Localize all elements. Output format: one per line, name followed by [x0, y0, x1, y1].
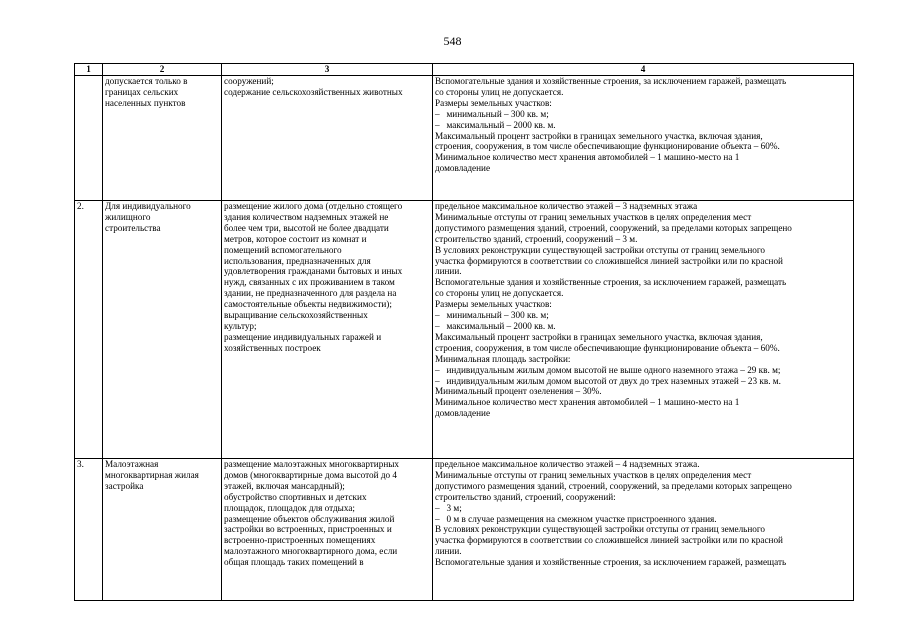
use-description-cell	[222, 76, 433, 201]
parameters-line: строения, сооружения, в том числе обеспечивающие функционирование объекта – 60%.	[435, 141, 780, 152]
parameters-line: Размеры земельных участков:	[435, 299, 552, 310]
parameters-line: строительство зданий, строений, сооружений – 3 м.	[435, 233, 638, 244]
parameters-line: линии.	[435, 546, 462, 557]
table-row	[75, 201, 854, 459]
parameters-line: В условиях реконструкции существующей застройки отступы от границ земельного	[435, 524, 766, 535]
parameters-line: Вспомогательные здания и хозяйственные строения, за исключением гаражей, размещать	[435, 277, 787, 288]
parameters-line: – 0 м в случае размещения на смежном участке пристроенного здания.	[435, 513, 717, 524]
parameters-line: Размеры земельных участков:	[435, 97, 552, 108]
parameters-line: предельное максимальное количество этажей – 4 надземных этажа.	[435, 459, 700, 469]
land-use-type-line: границах сельских	[105, 86, 179, 97]
parameters-line: строения, сооружения, в том числе обеспечивающие функционирование объекта – 60%.	[435, 342, 780, 353]
use-description-line: малоэтажного многоквартирного дома, если	[224, 546, 398, 557]
use-description-line: площадок, площадок для отдыха;	[224, 502, 355, 513]
land-use-type-line: населенных пунктов	[105, 97, 186, 108]
use-description-line: встроенно-пристроенных помещениях	[224, 535, 376, 546]
parameters-line: – индивидуальным жилым домом высотой от двух до трех наземных этажей – 23 кв. м.	[435, 375, 781, 386]
parameters-line: – максимальный – 2000 кв. м.	[435, 119, 556, 130]
use-description-line: культур;	[224, 320, 257, 331]
row-number-line: 3.	[77, 459, 84, 469]
land-use-type-line: допускается только в	[105, 76, 188, 86]
parameters-line: строительство зданий, строений, сооружений:	[435, 491, 616, 502]
parameters-line: Минимальный процент озеленения – 30%.	[435, 386, 602, 397]
parameters-line: домовладение	[435, 408, 491, 419]
use-description-line: удовлетворения гражданами бытовых и иных	[224, 266, 403, 277]
parameters-line: допустимого размещения зданий, строений, сооружений, за пределами которых запрещено	[435, 480, 792, 491]
page-number: 548	[443, 34, 462, 48]
parameters-line: со стороны улиц не допускается.	[435, 288, 564, 299]
use-description-line: общая площадь таких помещений в	[224, 557, 364, 568]
column-header-4: 4	[433, 64, 854, 76]
parameters-line: Минимальная площадь застройки:	[435, 353, 571, 364]
land-use-type-line: многоквартирная жилая	[105, 469, 199, 480]
land-use-type-cell	[103, 459, 222, 601]
parameters-line: Минимальные отступы от границ земельных участков в целях определения мест	[435, 211, 752, 222]
regulations-table	[74, 63, 854, 601]
table-row	[75, 76, 854, 201]
use-description-line: помещений вспомогательного	[224, 244, 342, 255]
use-description-line: размещение жилого дома (отдельно стоящего	[224, 201, 403, 211]
row-number-cell	[75, 76, 103, 201]
parameters-line: предельное максимальное количество этажей – 3 надземных этажа	[435, 201, 698, 211]
parameters-line: – минимальный – 300 кв. м;	[435, 108, 549, 119]
parameters-line: допустимого размещения зданий, строений, сооружений, за пределами которых запрещено	[435, 222, 792, 233]
parameters-cell	[433, 459, 854, 601]
use-description-line: здании, не предназначенного для раздела на	[224, 288, 397, 299]
parameters-line: участка формируются в соответствии со сложившейся линией застройки или по красной	[435, 535, 783, 546]
use-description-line: выращивание сельскохозяйственных	[224, 310, 368, 321]
parameters-line: со стороны улиц не допускается.	[435, 86, 564, 97]
column-header-1: 1	[75, 64, 103, 76]
use-description-line: сооружений;	[224, 76, 274, 86]
parameters-line: Максимальный процент застройки в границах земельного участка, включая здания,	[435, 331, 763, 342]
use-description-line: застройки во встроенных, пристроенных и	[224, 524, 392, 535]
use-description-line: размещение малоэтажных многоквартирных	[224, 459, 399, 469]
parameters-line: Максимальный процент застройки в границах земельного участка, включая здания,	[435, 130, 763, 141]
column-header-3: 3	[222, 64, 433, 76]
parameters-line: Минимальные отступы от границ земельных участков в целях определения мест	[435, 469, 752, 480]
use-description-line: домов (многоквартирные дома высотой до 4	[224, 469, 398, 480]
column-header-2: 2	[103, 64, 222, 76]
use-description-line: размещение объектов обслуживания жилой	[224, 513, 395, 524]
use-description-line: хозяйственных построек	[224, 342, 321, 353]
use-description-line: более чем три, высотой не более двадцати	[224, 222, 389, 233]
row-number-cell	[75, 201, 103, 459]
use-description-cell	[222, 201, 433, 459]
parameters-line: – максимальный – 2000 кв. м.	[435, 320, 556, 331]
parameters-line: В условиях реконструкции существующей застройки отступы от границ земельного	[435, 244, 766, 255]
use-description-line: метров, которое состоит из комнат и	[224, 233, 367, 244]
row-number-line: 2.	[77, 201, 84, 211]
land-use-type-line: строительства	[105, 222, 161, 233]
use-description-line: содержание сельскохозяйственных животных	[224, 86, 403, 97]
row-number-cell	[75, 459, 103, 601]
table-header-row	[75, 64, 854, 76]
use-description-line: обустройство спортивных и детских	[224, 491, 367, 502]
land-use-type-cell	[103, 76, 222, 201]
land-use-type-line: застройка	[105, 480, 144, 491]
use-description-line: размещение индивидуальных гаражей и	[224, 331, 382, 342]
parameters-line: домовладение	[435, 163, 491, 174]
parameters-line: – 3 м;	[435, 502, 462, 513]
use-description-line: самостоятельные объекты недвижимости);	[224, 299, 392, 310]
use-description-line: использования, предназначенных для	[224, 255, 371, 266]
use-description-cell	[222, 459, 433, 601]
land-use-type-line: Малоэтажная	[105, 459, 159, 469]
use-description-line: здания количеством надземных этажей не	[224, 211, 389, 222]
parameters-line: Минимальное количество мест хранения автомобилей – 1 машино-место на 1	[435, 397, 740, 408]
parameters-line: Вспомогательные здания и хозяйственные строения, за исключением гаражей, размещать	[435, 76, 787, 86]
parameters-line: Минимальное количество мест хранения автомобилей – 1 машино-место на 1	[435, 152, 740, 163]
parameters-cell	[433, 76, 854, 201]
parameters-line: – минимальный – 300 кв. м;	[435, 310, 549, 321]
land-use-type-cell	[103, 201, 222, 459]
table-body	[75, 76, 854, 601]
use-description-line: этажей, включая мансардный);	[224, 480, 345, 491]
parameters-line: линии.	[435, 266, 462, 277]
table-row	[75, 459, 854, 601]
land-use-type-line: жилищного	[105, 211, 151, 222]
parameters-cell	[433, 201, 854, 459]
parameters-line: Вспомогательные здания и хозяйственные строения, за исключением гаражей, размещать	[435, 557, 787, 568]
land-use-type-line: Для индивидуального	[105, 201, 191, 211]
parameters-line: участка формируются в соответствии со сложившейся линией застройки или по красной	[435, 255, 783, 266]
use-description-line: нужд, связанных с их проживанием в таком	[224, 277, 395, 288]
parameters-line: – индивидуальным жилым домом высотой не выше одного наземного этажа – 29 кв. м;	[435, 364, 781, 375]
